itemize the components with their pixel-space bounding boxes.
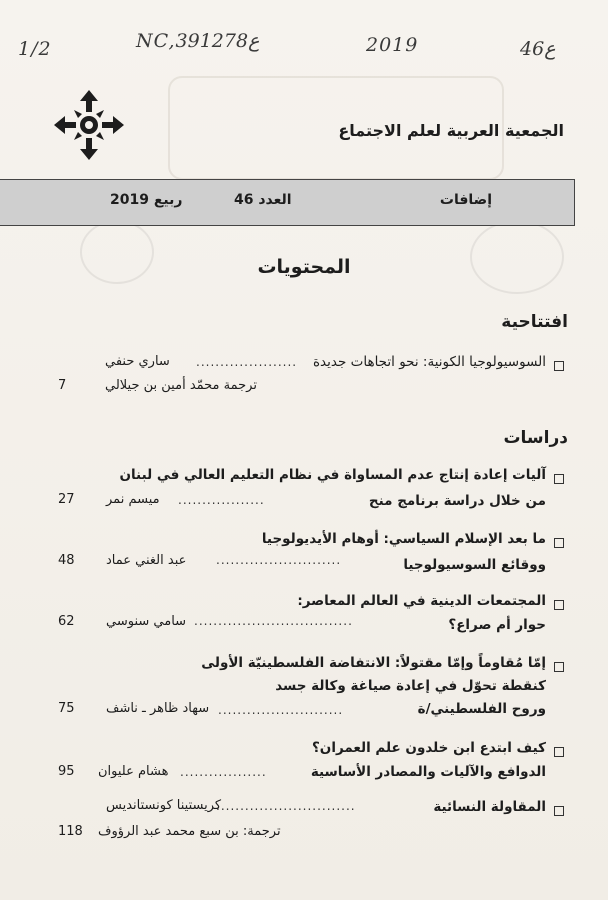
entry-title-line: حوار أم صراع؟: [448, 617, 546, 633]
issue-number: العدد 46: [234, 192, 292, 208]
handwritten-year: 2019: [366, 34, 419, 56]
entry-page: 7: [58, 378, 67, 393]
contents-title: المحتويات: [257, 256, 351, 278]
handwritten-catalog-number: NC,ع391278: [136, 30, 260, 52]
entry-page: 118: [58, 824, 83, 839]
entry-author: سهاد ظاهر ـ ناشف: [106, 701, 210, 716]
entry-page: 95: [58, 764, 75, 779]
entry-title-line: ما بعد الإسلام السياسي: أوهام الأيديولوجيا: [261, 531, 546, 547]
journal-name: إضافات: [439, 192, 492, 208]
entry-page: 62: [58, 614, 75, 629]
checkbox-bullet-icon: [554, 747, 564, 757]
entry-author: ميسم نمر: [106, 492, 160, 507]
entry-title-line: المجتمعات الدينية في العالم المعاصر:: [297, 593, 546, 609]
section-title: دراسات: [503, 428, 568, 448]
checkbox-bullet-icon: [554, 806, 564, 816]
entry-page: 27: [58, 492, 75, 507]
issue-season: ربيع 2019: [110, 192, 183, 208]
section-title: افتتاحية: [501, 312, 568, 332]
entry-author: ساري حنفي: [105, 354, 170, 369]
entry-title-line: وروح الفلسطيني/ة: [417, 701, 546, 717]
entry-author: عبد الغني عماد: [106, 553, 187, 568]
entry-title-line: كيف ابتدع ابن خلدون علم العمران؟: [311, 740, 546, 756]
society-name: الجمعية العربية لعلم الاجتماع: [338, 121, 564, 140]
entry-author: كريستينا كونستانديس: [106, 798, 222, 813]
scanned-page: 1/2 NC,ع391278 2019 46ع الجمعية العربية لعلم الاجتماع إضافات العدد 46 ربيع 2019 المحتويات افتتاحية السوسيولوجيا الكونية: نحو اتجاهات جديدة ..................... ساري حنفي ترجمة محمّد أمين بن جيلالي 7 دراسات آليات إعادة إنتاج عدم المساواة في نظام التعليم العالي في لبنان من خلال دراسة برنامج منح .................. ميسم نمر 27 ما بعد الإسلام السياسي: أوهام الأيديولوجيا ووقائع السوسيولوجيا .......................... عبد الغني عماد 48 المجتمعات الدينية في العالم المعاصر: حوار أم صراع؟ ................................. سامي سنوسي 62 إمّا مُقاوماً وإمّا مقتولاً: الانتفاضة الفلسطينيّة الأولى كنقطة تحوّل في إعادة صياغة وكالة جسد وروح الفلسطيني/ة .......................... سهاد ظاهر ـ ناشف 75 كيف ابتدع ابن خلدون علم العمران؟ الدوافع والآليات والمصادر الأساسية .................. هشام عليوان 95 المقاولة النسائية ............................. كريستينا كونستانديس ترجمة: بن سبع محمد عبد الرؤوف 118: [0, 0, 608, 900]
entry-title-line: ووقائع السوسيولوجيا: [403, 557, 546, 573]
entry-title-line: إمّا مُقاوماً وإمّا مقتولاً: الانتفاضة الفلسطينيّة الأولى: [201, 655, 546, 671]
entry-page: 75: [58, 701, 75, 716]
checkbox-bullet-icon: [554, 538, 564, 548]
checkbox-bullet-icon: [554, 600, 564, 610]
entry-title-line: من خلال دراسة برنامج منح: [368, 493, 546, 509]
checkbox-bullet-icon: [554, 474, 564, 484]
checkbox-bullet-icon: [554, 361, 564, 371]
handwritten-fraction: 1/2: [18, 38, 52, 60]
entry-title-line: الدوافع والآليات والمصادر الأساسية: [310, 764, 546, 780]
entry-author: سامي سنوسي: [106, 614, 187, 629]
checkbox-bullet-icon: [554, 662, 564, 672]
issue-band: [0, 179, 575, 226]
society-logo-icon: [52, 88, 126, 162]
entry-title: السوسيولوجيا الكونية: نحو اتجاهات جديدة: [312, 354, 546, 370]
entry-title-line: المقاولة النسائية: [433, 799, 546, 815]
entry-author: هشام عليوان: [98, 764, 169, 779]
entry-translator: ترجمة محمّد أمين بن جيلالي: [105, 378, 257, 393]
entry-page: 48: [58, 553, 75, 568]
handwritten-ref: 46ع: [520, 38, 556, 60]
entry-translator: ترجمة: بن سبع محمد عبد الرؤوف: [98, 824, 281, 839]
entry-title-line: كنقطة تحوّل في إعادة صياغة وكالة جسد: [275, 678, 546, 694]
entry-title-line: آليات إعادة إنتاج عدم المساواة في نظام التعليم العالي في لبنان: [119, 467, 546, 483]
